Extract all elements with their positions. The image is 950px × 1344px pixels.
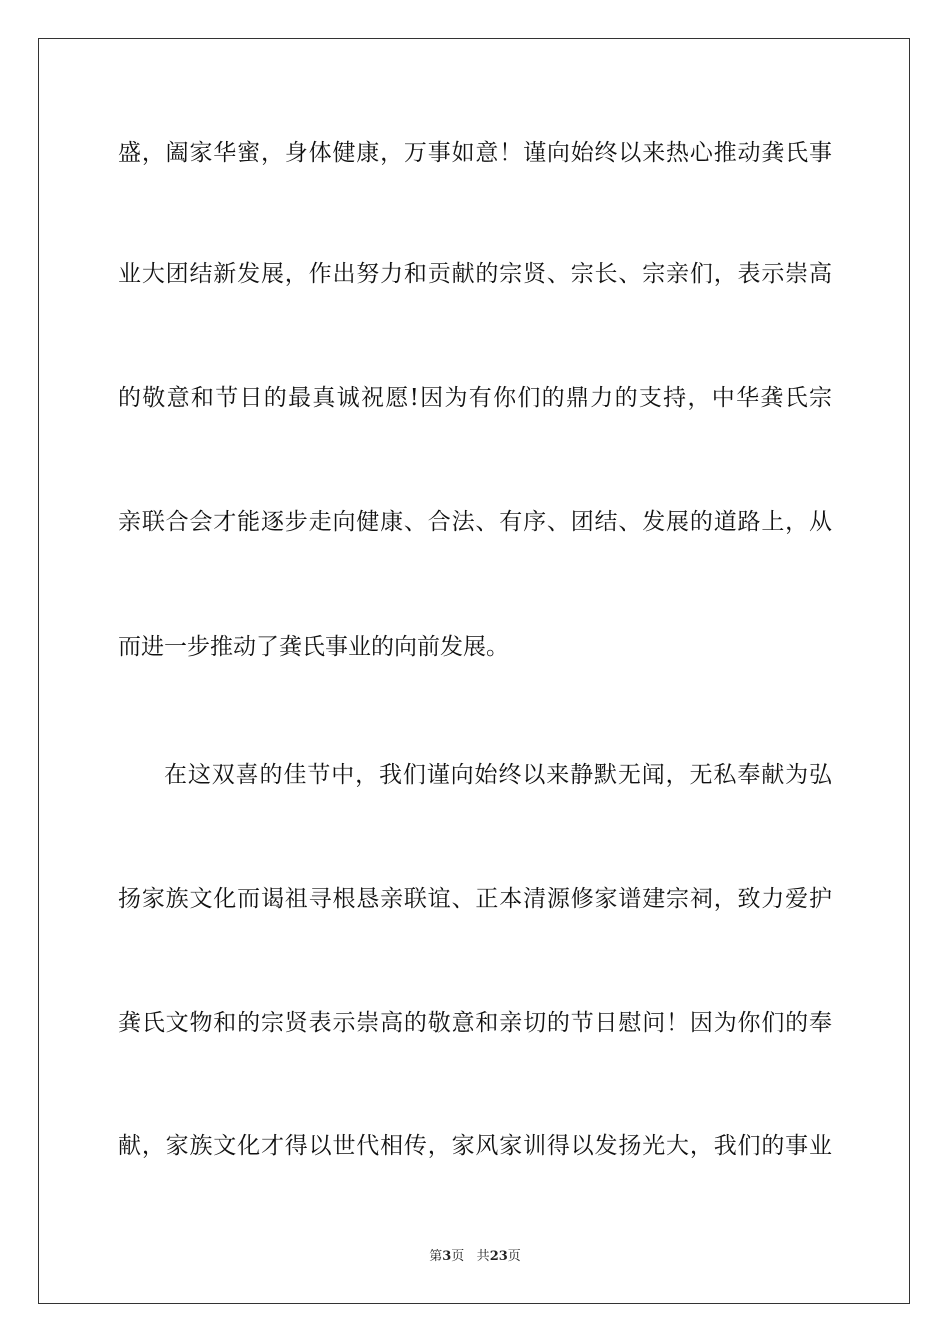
page-footer [0,1248,950,1266]
text-line-3: 的敬意和节日的最真诚祝愿!因为有你们的鼎力的支持，中华龚氏宗 [118,385,832,411]
page-number: 3 [442,1249,452,1264]
text-line-5: 而进一步推动了龚氏事业的向前发展。 [118,634,509,660]
total-prefix: 共 [476,1249,490,1264]
page-suffix: 页 [451,1249,465,1264]
text-line-1: 盛，阖家华蜜，身体健康，万事如意！谨向始终以来热心推动龚氏事 [118,140,832,166]
text-line-8: 龚氏文物和的宗贤表示崇高的敬意和亲切的节日慰问！因为你们的奉 [118,1010,832,1036]
text-line-2: 业大团结新发展，作出努力和贡献的宗贤、宗长、宗亲们，表示崇高 [118,261,832,287]
total-pages: 23 [489,1249,508,1264]
page-prefix: 第 [429,1249,443,1264]
text-line-9: 献，家族文化才得以世代相传，家风家训得以发扬光大，我们的事业 [118,1133,832,1159]
text-line-7: 扬家族文化而谒祖寻根恳亲联谊、正本清源修家谱建宗祠，致力爱护 [118,886,832,912]
total-suffix: 页 [507,1249,521,1264]
text-line-6: 在这双喜的佳节中，我们谨向始终以来静默无闻，无私奉献为弘 [164,762,832,788]
page-border [38,38,910,1304]
text-line-4: 亲联合会才能逐步走向健康、合法、有序、团结、发展的道路上，从 [118,509,832,535]
